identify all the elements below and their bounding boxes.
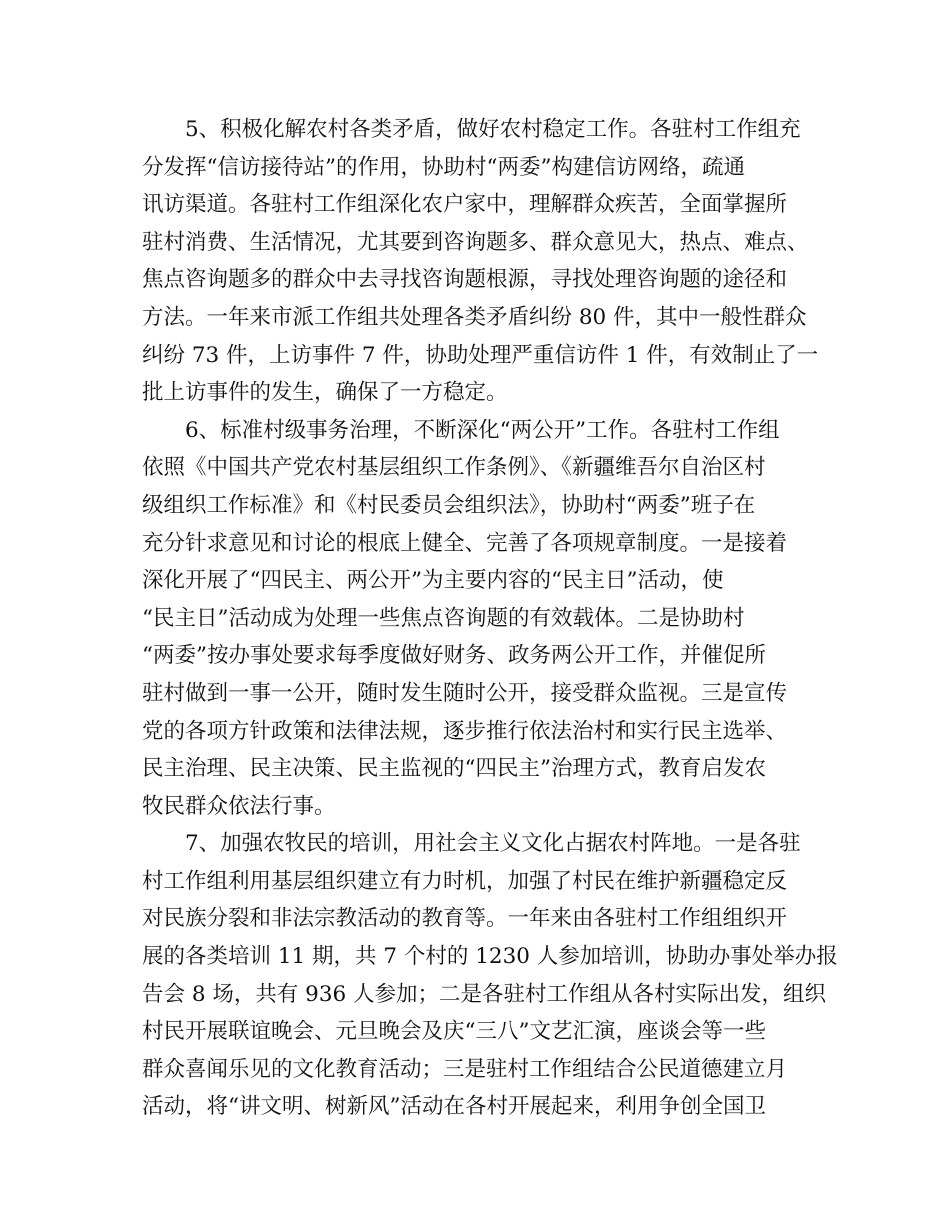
text-line: 深化开展了“四民主、两公开”为主要内容的“民主日”活动，使 (142, 568, 724, 594)
text-line: 5、积极化解农村各类矛盾，做好农村稳定工作。各驻村工作组充 (185, 117, 801, 142)
text-line: “两委”按办事处要求每季度做好财务、政务两公开工作，并催促所 (142, 643, 766, 669)
text-line: 展的各类培训 11 期，共 7 个村的 1230 人参加培训，协助办事处举办报 (142, 944, 838, 970)
text-line: 村工作组利用基层组织建立有力时机，加强了村民在维护新疆稳定反 (142, 868, 788, 894)
text-line: 驻村消费、生活情况，尤其要到咨询题多、群众意见大，热点、难点、 (142, 229, 809, 255)
paragraph-item-5 (142, 111, 822, 412)
text-line: 党的各项方针政策和法律法规，逐步推行依法治村和实行民主选举、 (142, 718, 788, 744)
text-line: 讯访渠道。各驻村工作组深化农户家中，理解群众疾苦，全面掌握所 (142, 192, 788, 218)
text-line: 告会 8 场，共有 936 人参加；二是各驻村工作组从各村实际出发，组织 (142, 981, 827, 1007)
text-line: 纠纷 73 件，上访事件 7 件，协助处理严重信访件 1 件，有效制止了一 (142, 342, 819, 368)
text-line: 焦点咨询题多的群众中去寻找咨询题根源，寻找处理咨询题的途径和 (142, 267, 788, 293)
paragraph-item-6 (142, 412, 822, 826)
text-line: 对民族分裂和非法宗教活动的教育等。一年来由各驻村工作组组织开 (142, 906, 788, 932)
text-line: 分发挥“信访接待站”的作用，协助村“两委”构建信访网络，疏通 (142, 154, 745, 180)
text-line: 活动，将“讲文明、树新风”活动在各村开展起来，利用争创全国卫 (142, 1094, 766, 1120)
text-line: 牧民群众依法行事。 (142, 793, 336, 819)
text-line: “民主日”活动成为处理一些焦点咨询题的有效载体。二是协助村 (142, 605, 745, 631)
text-line: 7、加强农牧民的培训，用社会主义文化占据农村阵地。一是各驻 (185, 831, 801, 857)
paragraph-item-7 (142, 825, 838, 1126)
text-line: 驻村做到一事一公开，随时发生随时公开，接受群众监视。三是宣传 (142, 680, 788, 706)
text-line: 充分针求意见和讨论的根底上健全、完善了各项规章制度。一是接着 (142, 530, 788, 556)
text-line: 村民开展联谊晚会、元旦晚会及庆“三八”文艺汇演，座谈会等一些 (142, 1019, 766, 1045)
document-body (142, 111, 838, 1126)
text-line: 民主治理、民主决策、民主监视的“四民主”治理方式，教育启发农 (142, 756, 766, 782)
text-line: 方法。一年来市派工作组共处理各类矛盾纠纷 80 件，其中一般性群众 (142, 304, 807, 330)
text-line: 依照《中国共产党农村基层组织工作条例》、《新疆维吾尔自治区村 (142, 455, 766, 481)
text-line: 群众喜闻乐见的文化教育活动；三是驻村工作组结合公民道德建立月 (142, 1056, 788, 1082)
text-line: 6、标准村级事务治理，不断深化“两公开”工作。各驻村工作组 (185, 417, 780, 443)
text-line: 级组织工作标准》和《村民委员会组织法》，协助村“两委”班子在 (142, 492, 756, 518)
text-line: 批上访事件的发生，确保了一方稳定。 (142, 380, 508, 406)
